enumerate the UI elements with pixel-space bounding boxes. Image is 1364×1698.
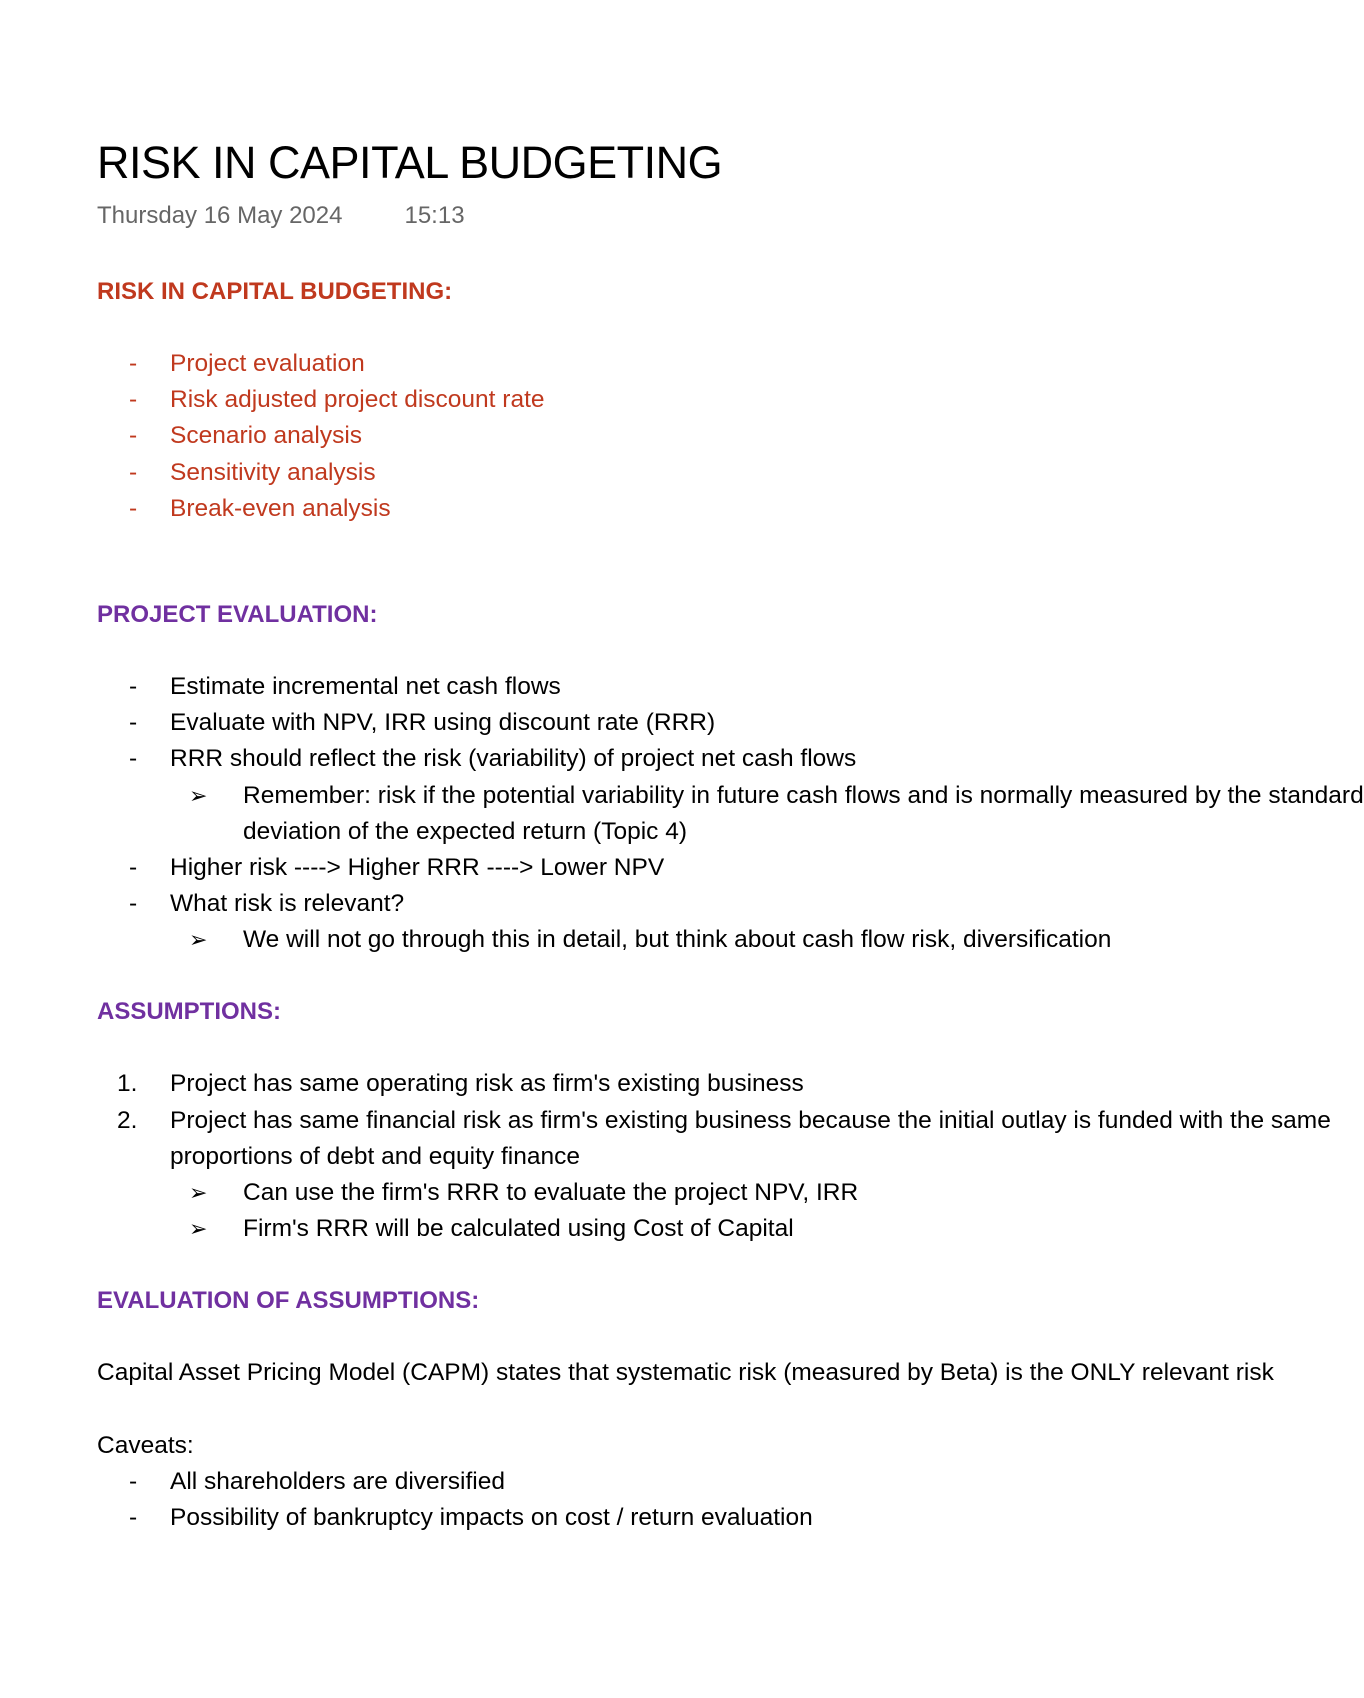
list-item [97,741,1297,777]
heading-risk: RISK IN CAPITAL BUDGETING: [97,278,453,305]
dash-bullet-icon: - [129,745,138,773]
list-item [97,1500,1297,1536]
dash-bullet-icon: - [129,853,138,881]
dash-bullet-icon: - [129,386,138,414]
arrowhead-bullet-icon: ➢ [189,1180,208,1205]
list-item-text: Risk adjusted project discount rate [170,386,545,414]
numbered-item-text: Project has same operating risk as firm's existing business [170,1070,804,1098]
spacer [97,527,1297,597]
sub-list-item [97,1175,1297,1211]
list-item [97,850,1297,886]
numbered-item [97,1066,1297,1102]
list-item [97,491,1297,527]
list-item-text: Estimate incremental net cash flows [170,672,561,700]
sub-list-item [97,1211,1297,1247]
document-content [97,132,1364,1536]
spacer [97,958,1297,994]
spacer [97,1030,1297,1066]
list-item-text: Evaluate with NPV, IRR using discount rate (RRR) [170,709,716,737]
dash-bullet-icon: - [129,422,138,450]
sub-list-item-text: Can use the firm's RRR to evaluate the project NPV, IRR [243,1179,859,1206]
list-item-text: RRR should reflect the risk (variability) of project net cash flows [170,745,857,773]
list-item [97,455,1297,491]
heading-evaluation-of-assumptions: EVALUATION OF ASSUMPTIONS: [97,1287,480,1315]
list-item [97,705,1297,741]
list-item [97,346,1297,382]
list-risk [97,346,1297,527]
spacer [97,238,1297,274]
page-time: 15:13 [404,202,465,229]
dash-bullet-icon: - [129,350,138,377]
dash-bullet-icon: - [129,494,138,522]
list-item-text: Break-even analysis [170,494,391,522]
sub-list-item-text: Remember: risk if the potential variability in future cash flows and is normally measured by the standard [243,781,1364,809]
page-meta [97,194,1297,238]
list-item-text: All shareholders are diversified [170,1467,505,1495]
list-item-text: What risk is relevant? [170,890,405,918]
dash-bullet-icon: - [129,709,138,737]
spacer [97,310,1297,346]
list-item [97,382,1297,418]
list-item [97,669,1297,705]
heading-project-evaluation: PROJECT EVALUATION: [97,600,378,628]
dash-bullet-icon: - [129,1467,138,1495]
spacer [97,1319,1297,1355]
arrowhead-bullet-icon: ➢ [189,1216,208,1242]
list-item-text: Sensitivity analysis [170,458,376,486]
list-item-text: Scenario analysis [170,422,363,450]
list-item-text: Higher risk ----> Higher RRR ----> Lower NPV [170,853,665,881]
caveats-label: Caveats: [97,1431,194,1459]
paragraph-capm: Capital Asset Pricing Model (CAPM) states that systematic risk (measured by Beta) is the ONLY relevant risk [97,1359,1274,1387]
dash-bullet-icon: - [129,890,138,918]
sub-list-item [97,778,1364,814]
list-item [97,1464,1297,1500]
dash-bullet-icon: - [129,458,138,486]
sub-list-item [97,922,1297,958]
arrowhead-bullet-icon: ➢ [189,927,208,953]
arrowhead-bullet-icon: ➢ [189,782,208,808]
item-number: 1. [117,1070,138,1098]
list-item [97,886,1297,922]
list-item-text: Possibility of bankruptcy impacts on cost / return evaluation [170,1503,813,1531]
page-title: RISK IN CAPITAL BUDGETING [97,137,723,188]
spacer [97,1247,1297,1283]
sub-list-item-text: We will not go through this in detail, but think about cash flow risk, diversification [243,926,1112,954]
list-item [97,418,1297,454]
sub-list-item-text: Firm's RRR will be calculated using Cost of Capital [243,1215,794,1243]
list-project-evaluation [97,669,1364,959]
dash-bullet-icon: - [129,672,138,700]
heading-assumptions: ASSUMPTIONS: [97,998,282,1026]
numbered-item-continuation: proportions of debt and equity finance [170,1142,580,1170]
list-caveats [97,1464,1297,1536]
numbered-item [97,1103,1331,1139]
list-item-text: Project evaluation [170,350,365,377]
list-assumptions [97,1066,1331,1247]
sub-list-item-continuation: deviation of the expected return (Topic 4) [243,817,687,845]
spacer [97,1392,1297,1428]
item-number: 2. [117,1106,138,1134]
dash-bullet-icon: - [129,1503,138,1531]
page-date: Thursday 16 May 2024 [97,202,343,229]
spacer [97,633,1297,669]
numbered-item-text: Project has same financial risk as firm's existing business because the initial outlay is funded with the same [170,1106,1331,1134]
